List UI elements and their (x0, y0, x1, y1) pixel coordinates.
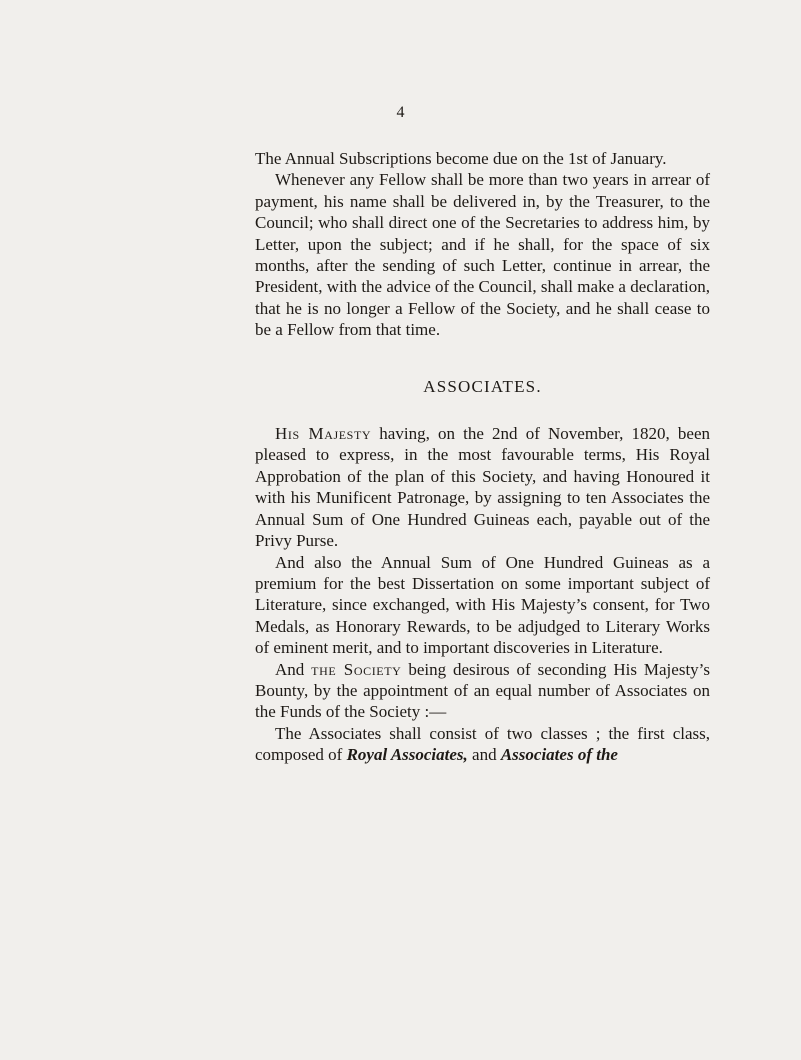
paragraph-classes-and: and (467, 745, 501, 765)
the-society-small-caps: the Society (311, 659, 402, 679)
paragraph-classes (255, 723, 710, 766)
paragraph-his-majesty-text: having, on the 2nd of November, 1820, been pleased to express, in the most favourable terms, His Royal Approbation of the plan of this Society, and having Honoured it with his Munificent Patronage, by assigning to ten Associates the Annual Sum of One Hundred Guineas each, payable out of the Privy Purse. (255, 424, 710, 551)
paragraph-society-start: And (275, 659, 312, 679)
paragraph-arrear: Whenever any Fellow shall be more than two years in arrear of payment, his name shall be delivered in, by the Treasurer, to the Council; who shall direct one of the Secretaries to address him, by Letter, upon the subject; and if he shall, for the space of six months, after the sending of such Letter, continue in arrear, the President, with the advice of the Council, shall make a declaration, that he is no longer a Fellow of the Society, and he shall cease to be a Fellow from that time. (255, 170, 710, 340)
paragraph-medals: And also the Annual Sum of One Hundred Guineas as a premium for the best Dissertation on some important subject of Literature, since exchanged, with His Majesty’s consent, for Two Medals, as Honorary Rewards, to be adjudged to Literary Works of eminent merit, and to important discoveries in Literature. (255, 552, 710, 658)
paragraph-classes-start: The Associates shall consist of two classes ; the first class, composed of (255, 723, 710, 765)
paragraph-society-text: being desirous of seconding His Majesty’s Bounty, by the appointment of an equal number of Associates on the Funds of the Society :— (255, 659, 711, 722)
his-majesty-small-caps: His Majesty (275, 424, 372, 444)
page-number: 4 (396, 104, 405, 121)
associates-of-the-emphasis: Associates of the (500, 745, 618, 765)
section-heading-associates: ASSOCIATES. (423, 376, 542, 396)
text-block (255, 148, 710, 766)
paragraph-society (255, 659, 710, 723)
paragraph-his-majesty (255, 423, 710, 551)
royal-associates-emphasis: Royal Associates, (346, 745, 468, 765)
paragraph-annual-subscriptions: The Annual Subscriptions become due on the 1st of January. (255, 149, 667, 168)
